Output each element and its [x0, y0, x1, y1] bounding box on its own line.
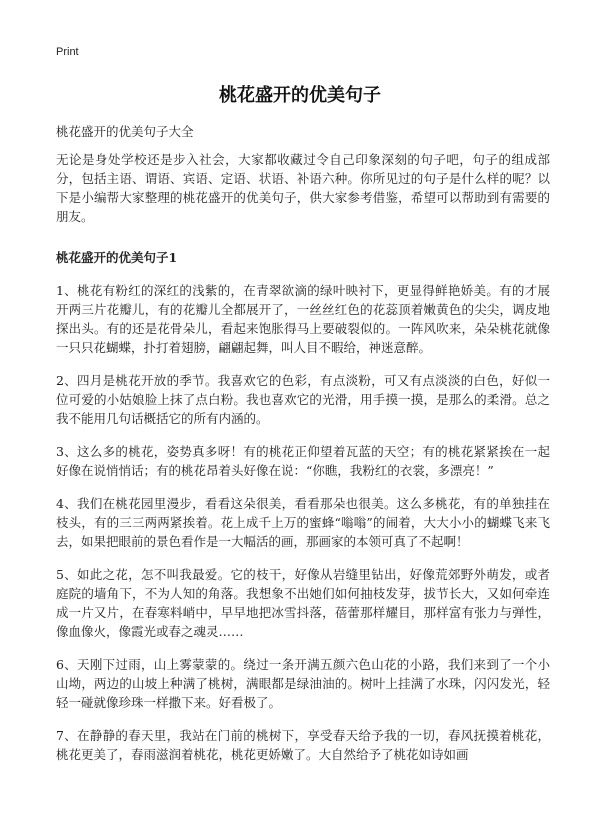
- paragraph-2: 2、四月是桃花开放的季节。我喜欢它的色彩，有点淡粉，可又有点淡淡的白色，好似一位可爱的小姑娘脸上抹了点白粉。我也喜欢它的光滑，用手摸一摸，是那么的柔滑。总之我不能用几句话概括它的所有内涵的。: [56, 373, 550, 426]
- paragraph-5: 5、如此之花，怎不叫我最爱。它的枝干，好像从岩缝里钻出，好像荒郊野外萌发，或者庭院的墙角下，不为人知的角落。我想象不出她们如何抽枝发芽，拔节长大，又如何牵连成一片又片，在春寒料峭中，早早地把冰雪抖落，蓓蕾那样耀目，那样富有张力与弹性，像血像火，像霞光或春之魂灵……: [56, 567, 550, 639]
- paragraph-1: 1、桃花有粉红的深红的浅紫的，在青翠欲滴的绿叶映衬下，更显得鲜艳娇美。有的才展开两三片花瓣儿，有的花瓣儿全都展开了，一丝丝红色的花蕊顶着嫩黄色的尖尖，调皮地探出头。有的还是花骨朵儿，看起来饱胀得马上要破裂似的。一阵风吹来，朵朵桃花就像一只只花蝴蝶，扑打着翅膀，翩翩起舞，叫人目不暇给，神迷意醉。: [56, 283, 550, 355]
- paragraph-6: 6、天刚下过雨，山上雾蒙蒙的。绕过一条开满五颜六色山花的小路，我们来到了一个小山坳，两边的山坡上种满了桃树，满眼都是绿油油的。树叶上挂满了水珠，闪闪发光，轻轻一碰就像珍珠一样撒下来。好看极了。: [56, 657, 550, 710]
- paragraph-7: 7、在静静的春天里，我站在门前的桃树下，享受春天给予我的一切，春风抚摸着桃花，桃花更美了，春雨滋润着桃花，桃花更娇嫩了。大自然给予了桃花如诗如画: [56, 728, 550, 762]
- print-link[interactable]: Print: [56, 46, 79, 58]
- section-heading: 桃花盛开的优美句子1: [56, 250, 178, 265]
- article-body: [56, 150, 550, 778]
- intro-paragraph: 无论是身处学校还是步入社会，大家都收藏过令自己印象深刻的句子吧，句子的组成部分，包括主语、谓语、宾语、定语、状语、补语六种。你所见过的句子是什么样的呢？以下是小编帮大家整理的桃花盛开的优美句子，供大家参考借鉴，希望可以帮助到有需要的朋友。: [56, 152, 550, 224]
- paragraph-4: 4、我们在桃花园里漫步，看看这朵很美，看看那朵也很美。这么多桃花，有的单独挂在枝头，有的三三两两紧挨着。花上成千上万的蜜蜂“嗡嗡”的闹着，大大小小的蝴蝶飞来飞去，如果把眼前的景色看作是一大幅活的画，那画家的本领可真了不起啊！: [56, 496, 550, 549]
- page-title: 桃花盛开的优美句子: [219, 85, 381, 106]
- paragraph-3: 3、这么多的桃花，姿势真多呀！有的桃花正仰望着瓦蓝的天空；有的桃花紧紧挨在一起好像在说悄悄话；有的桃花昂着头好像在说：“你瞧，我粉红的衣裳，多漂亮！”: [56, 444, 550, 478]
- document-subtitle: 桃花盛开的优美句子大全: [56, 124, 194, 139]
